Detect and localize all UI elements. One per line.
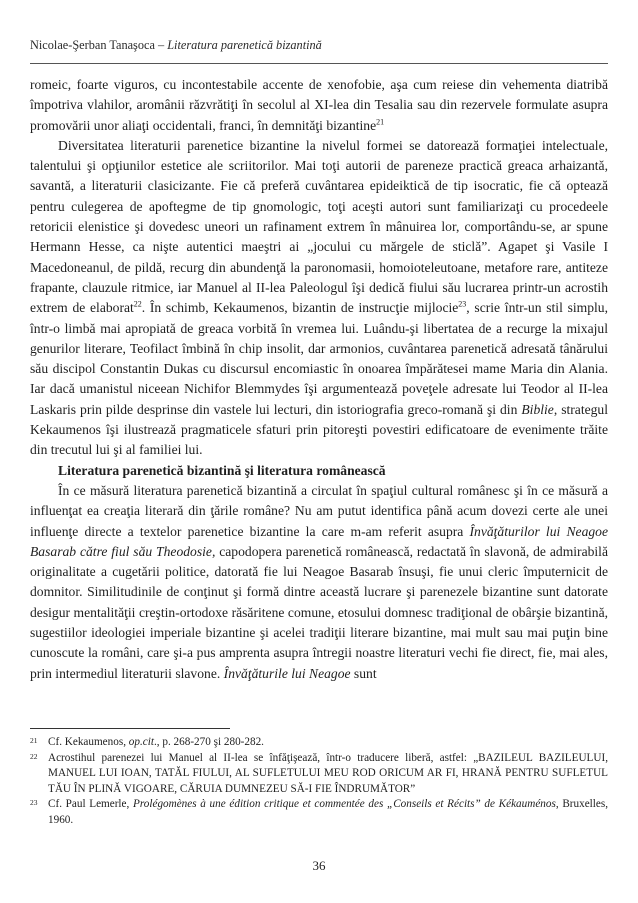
work-title-2: Învăţăturile lui Neagoe bbox=[223, 665, 351, 681]
running-header bbox=[30, 38, 322, 53]
section-heading: Literatura parenetică bizantină şi literatura românească bbox=[58, 462, 386, 478]
paragraph-3: În ce măsură literatura parenetică bizantină a circulat în spaţiul cultural românesc şi în ce măsură a influenţat ea creaţia literară din ţările române? Nu am putut identifica până acum dovezi certe ale unei influenţe directe a textelor parenetice bizantine la care m-am referit asupra Învăţăturilor lui Neagoe Basarab către fiul său Theodosie, capodopera parenetică românească, redactată în slavonă, de admirabilă originalitate a cugetării politice, datorată fie lui Neagoe Basarab însuşi, fie unui cleric împuternicit de domnitor. Similitudinile de conţinut şi formă dintre această lucrare şi parenezele bizantine sunt datorate desigur mentalităţii creştin-ortodoxe răsăritene comune, etosului domnesc tradiţional de obârşie bizantină, sugestiilor ideologiei imperiale bizantine şi acelei tradiţii literare bizantine, mai mult sau mai puţin bine cunoscute la români, care şi-a pus amprenta asupra întregii noastre literaturi vechi fie direct, fie, mai ales, prin intermediul literaturii slavone. Învăţăturile lui Neagoe sunt bbox=[30, 482, 609, 681]
footnote-rule bbox=[30, 728, 230, 729]
page-number: 36 bbox=[312, 858, 326, 873]
paragraph-2: Diversitatea literaturii parenetice bizantine la nivelul formei se datorează formaţiei intelectuale, talentului şi opţiunilor estetice ale scriitorilor. Mai toţi autorii de pareneze practică greaca arhaizantă, savantă, a literaturii clasicizante. Fie că preferă cuvântarea epideiktică de tip isocratic, fie că optează pentru culegerea de apoftegme de tip gnomologic, toţi aceşti autori sunt familiarizaţi cu procedeele retoricii elenistice şi dovedesc uneori un rafinament extrem în mânuirea lor, comportându-se, ar spune Hermann Hesse, ca nişte autentici maeştri ai „jocului cu mărgele de sticlă”. Agapet şi Vasile I Macedoneanul, de pildă, recurg din abundenţă la paronomasii, homoioteleutoane, metafore rare, antiteze frapante, clauzule ritmice, iar Manuel al II-lea Paleologul îşi dedică fiului său lucrarea printr-un acrostih extrem de elaborat$^{22}$. În schimb, Kekaumenos, bizantin de instrucţie mijlocie$^{23}$, scrie într-un stil simplu, într-o limbă mai apropiată de greaca vorbită în vremea lui. Luându-şi libertatea de a recurge la mixajul genurilor literare, Teofilact îmbină în chip insolit, dar armonios, cuvântarea parenetică adresată tânărului său discipol Constantin Dukas cu discursul encomiastic în onoarea împărătesei mame Maria din Alania. Iar dacă umanistul niceean Nichifor Blemmydes îşi argumentează poveţele adresate lui Teodor al II-lea Laskaris prin pilde desprinse din vastele lui lecturi, din istoriografia greco-romană şi din Biblie, strategul Kekaumenos îşi ilustrează pragmaticele sfaturi prin pitoreşti povestiri edificatoare de evenimente trăite din trecutul lui şi al familiei lui. bbox=[30, 137, 609, 458]
footnote-ref-21[interactable]: 21 bbox=[376, 117, 385, 127]
footnote-number: 22 bbox=[30, 751, 38, 761]
footnote-number: 23 bbox=[30, 798, 38, 807]
work-title-1: Învăţăturilor lui Neagoe Basarab către fiul său Theodosie, bbox=[30, 523, 609, 559]
footnote-number: 21 bbox=[30, 736, 38, 745]
body-text bbox=[30, 75, 608, 684]
footnote-ref-23[interactable]: 23 bbox=[458, 299, 467, 309]
footnote-22: 22 Acrostihul parenezei lui Manuel al II-lea se înfăţişează, într-o traducere liberă, astfel: „BAZILEUL BAZILEULUI, MANUEL LUI IOAN, TATĂL FIULUI, AL SUFLETULUI MEU ROD ORICUM AR FI, HRANĂ PENTRU SUFLETUL TĂU ÎN PLINĂ VIGOARE, CĂRUIA DUMNEZEU SĂ-I FIE ÎNDRUMĂTOR” bbox=[30, 751, 608, 798]
footnotes bbox=[30, 735, 608, 828]
footnote-ref-22[interactable]: 22 bbox=[133, 299, 142, 309]
footnote-21: 21 Cf. Kekaumenos, op.cit., p. 268-270 şi 280-282. bbox=[30, 735, 608, 751]
footnote-23: 23 Cf. Paul Lemerle, Prolégomènes à une édition critique et commentée des „Conseils et Récits” de Kékauménos, Bruxelles, 1960. bbox=[30, 797, 608, 828]
header-title: Literatura parenetică bizantină bbox=[167, 38, 322, 52]
paragraph-1: romeic, foarte viguros, cu incontestabile accente de xenofobie, aşa cum reiese din vehementa diatribă împotriva vlahilor, aromânii răzvrătiţi în secolul al XI-lea din Tesalia sau din rezervele formulate asupra promovării unor aliaţi occidentali, franci, în demnităţi bizantine$^{21}$ bbox=[30, 77, 608, 133]
biblie-title: Biblie bbox=[521, 401, 554, 417]
header-author: Nicolae-Şerban Tanaşoca – bbox=[30, 38, 168, 52]
header-rule bbox=[30, 63, 608, 64]
